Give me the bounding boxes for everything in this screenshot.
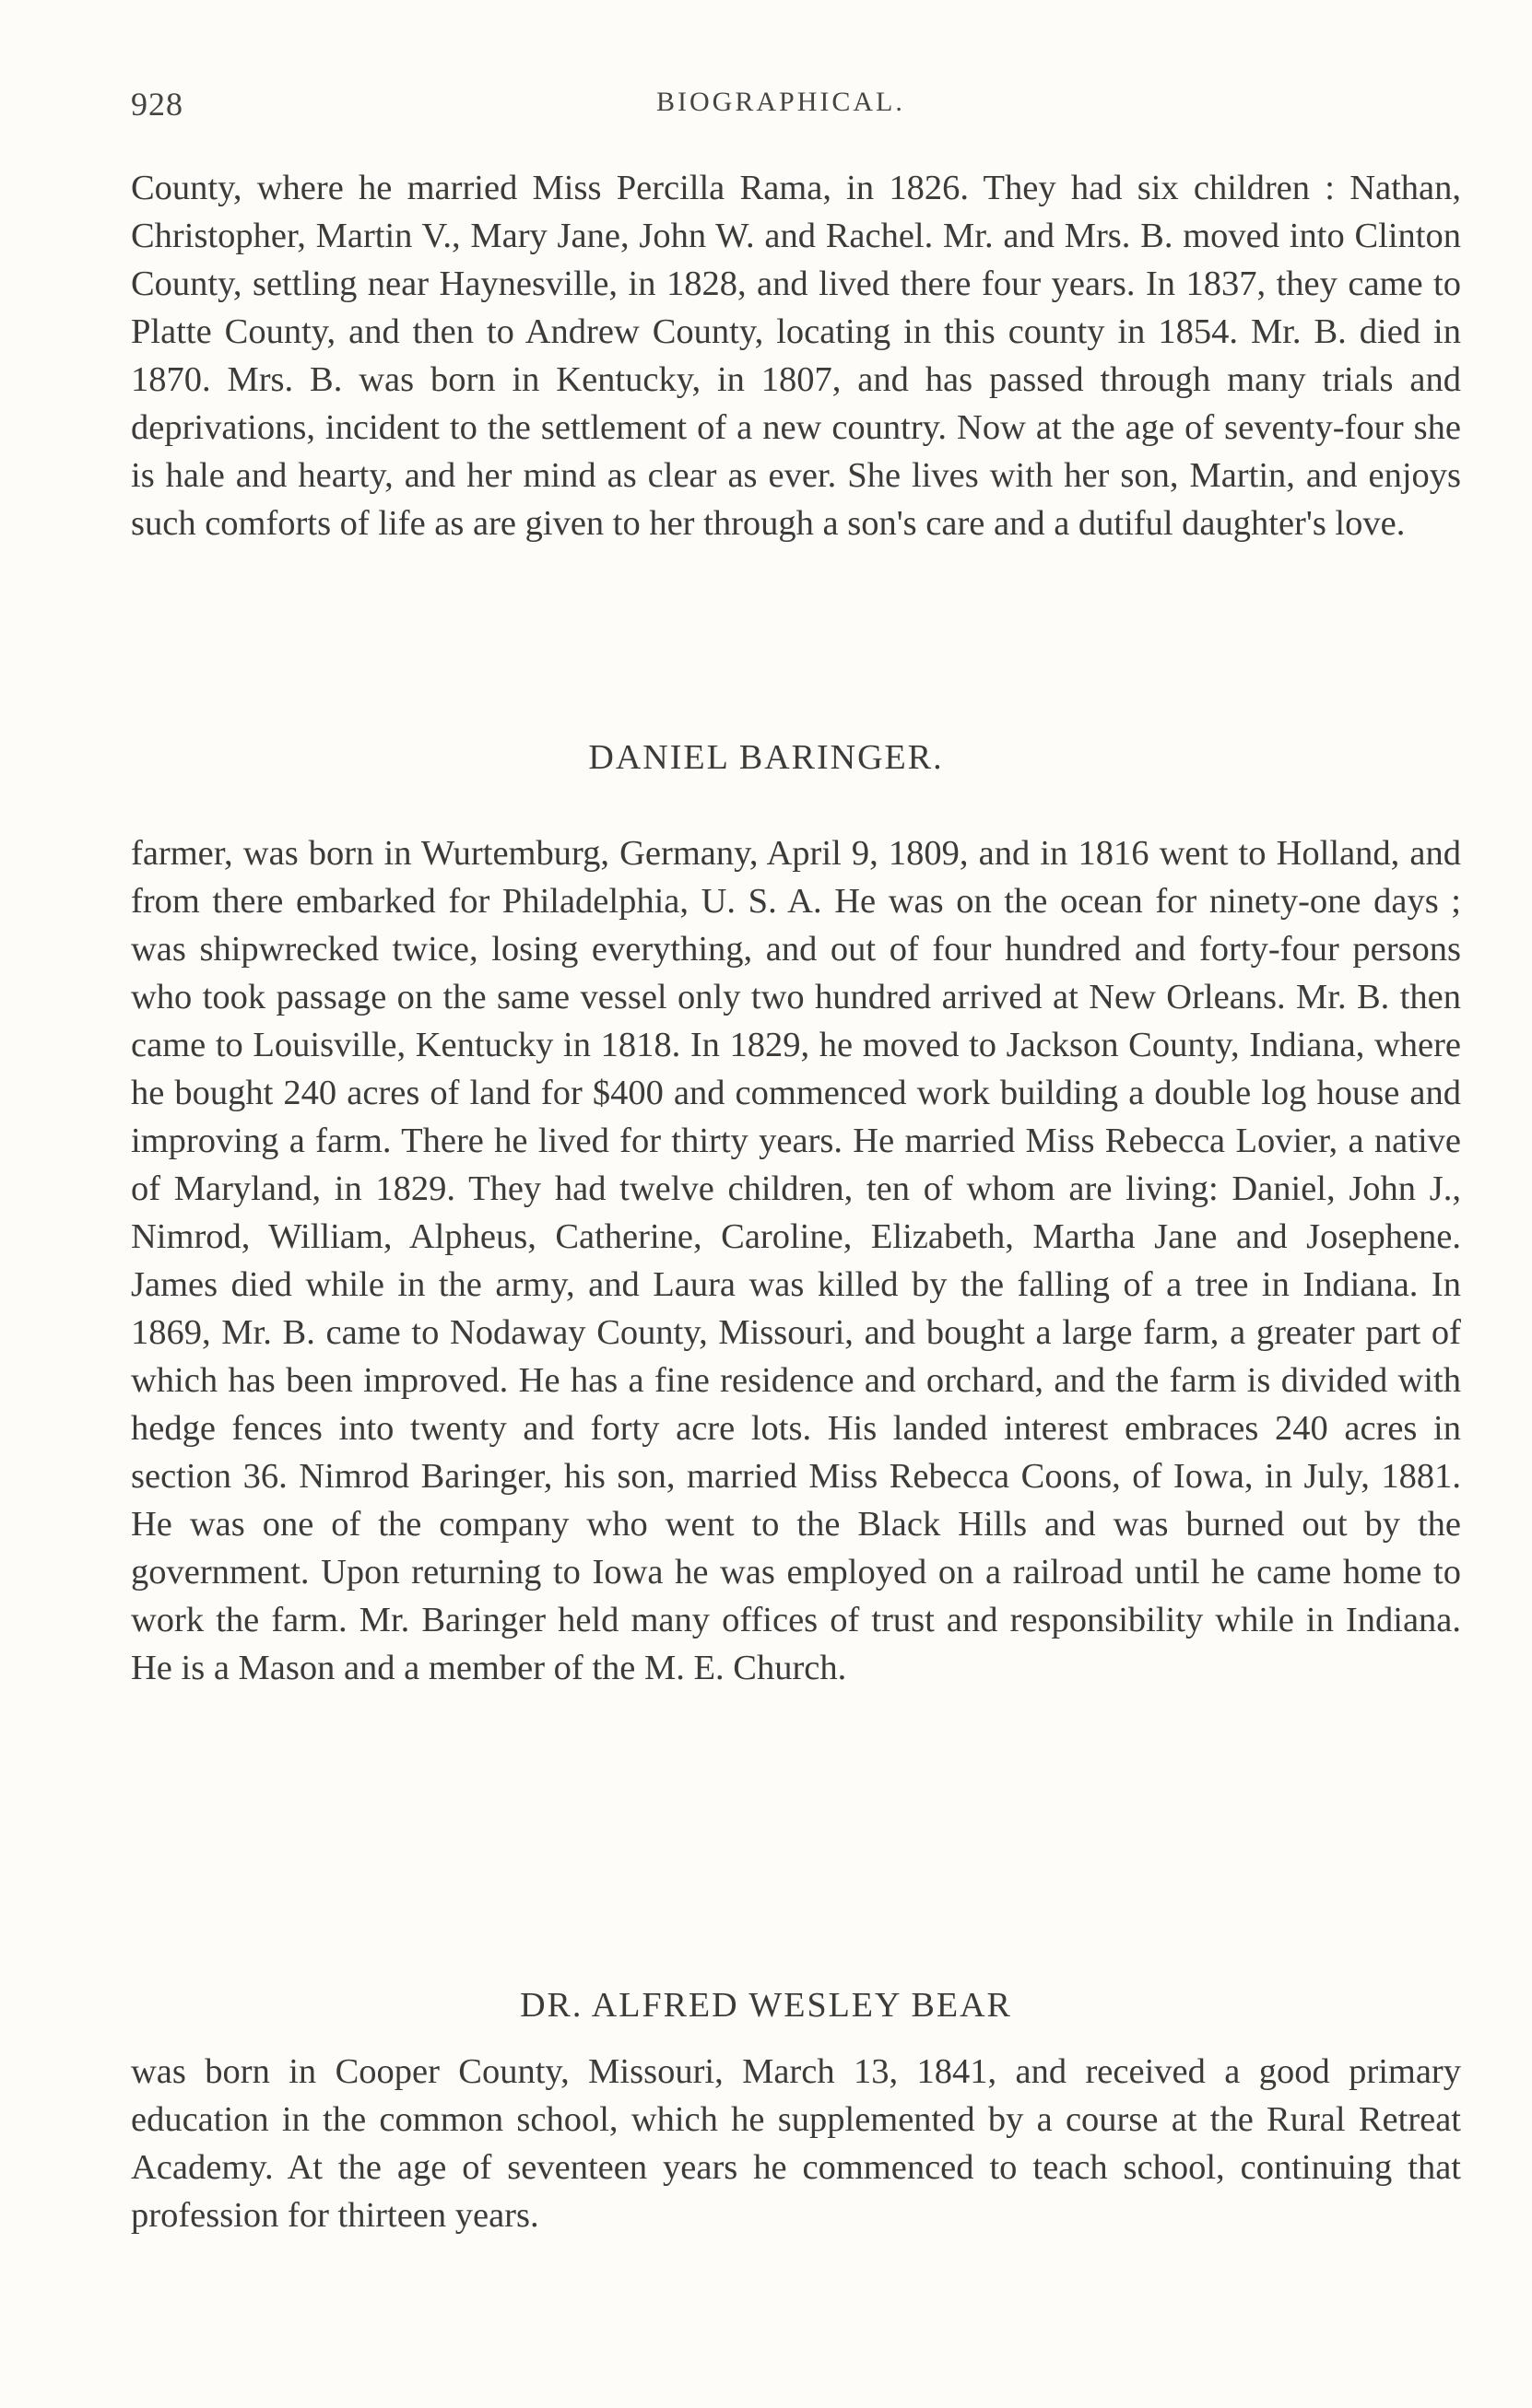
- page-number: 928: [131, 86, 183, 123]
- paragraph-daniel-baringer: farmer, was born in Wurtemburg, Germany, April 9, 1809, and in 1816 went to Holland, and from there embarked for Philadelphia, U. S. A. He was on the ocean for ninety-one days ; was shipwrecked twice, losing everything, and out of four hundred and forty-four persons who took passage on the same vessel only two hundred arrived at New Orleans. Mr. B. then came to Louisville, Kentucky in 1818. In 1829, he moved to Jackson County, Indiana, where he bought 240 acres of land for $400 and commenced work building a double log house and improving a farm. There he lived for thirty years. He married Miss Rebecca Lovier, a native of Maryland, in 1829. They had twelve children, ten of whom are living: Daniel, John J., Nimrod, William, Alpheus, Catherine, Caroline, Elizabeth, Martha Jane and Josephene. James died while in the army, and Laura was killed by the falling of a tree in Indiana. In 1869, Mr. B. came to Nodaway County, Missouri, and bought a large farm, a greater part of which has been improved. He has a fine residence and orchard, and the farm is divided with hedge fences into twenty and forty acre lots. His landed interest embraces 240 acres in section 36. Nimrod Baringer, his son, married Miss Rebecca Coons, of Iowa, in July, 1881. He was one of the company who went to the Black Hills and was burned out by the government. Upon returning to Iowa he was employed on a railroad until he came home to work the farm. Mr. Baringer held many offices of trust and responsibility while in Indiana. He is a Mason and a member of the M. E. Church.: [131, 834, 1461, 1687]
- section-heading-daniel-baringer: DANIEL BARINGER.: [588, 738, 944, 777]
- paragraph-alfred-wesley-bear: was born in Cooper County, Missouri, March 13, 1841, and received a good primary education in the common school, which he supplemented by a course at the Rural Retreat Academy. At the age of seventeen years he commenced to teach school, continuing that profession for thirteen years.: [131, 2052, 1461, 2235]
- paragraph-baringer-mother: County, where he married Miss Percilla Rama, in 1826. They had six children : Nathan, Christopher, Martin V., Mary Jane, John W. and Rachel. Mr. and Mrs. B. moved into Clinton County, settling near Haynesville, in 1828, and lived there four years. In 1837, they came to Platte County, and then to Andrew County, locating in this county in 1854. Mr. B. died in 1870. Mrs. B. was born in Kentucky, in 1807, and has passed through many trials and deprivations, incident to the settlement of a new country. Now at the age of seventy-four she is hale and hearty, and her mind as clear as ever. She lives with her son, Martin, and enjoys such comforts of life as are given to her through a son's care and a dutiful daughter's love.: [131, 169, 1461, 543]
- section-heading-alfred-wesley-bear: DR. ALFRED WESLEY BEAR: [520, 1986, 1012, 2025]
- running-head: BIOGRAPHICAL.: [656, 87, 905, 117]
